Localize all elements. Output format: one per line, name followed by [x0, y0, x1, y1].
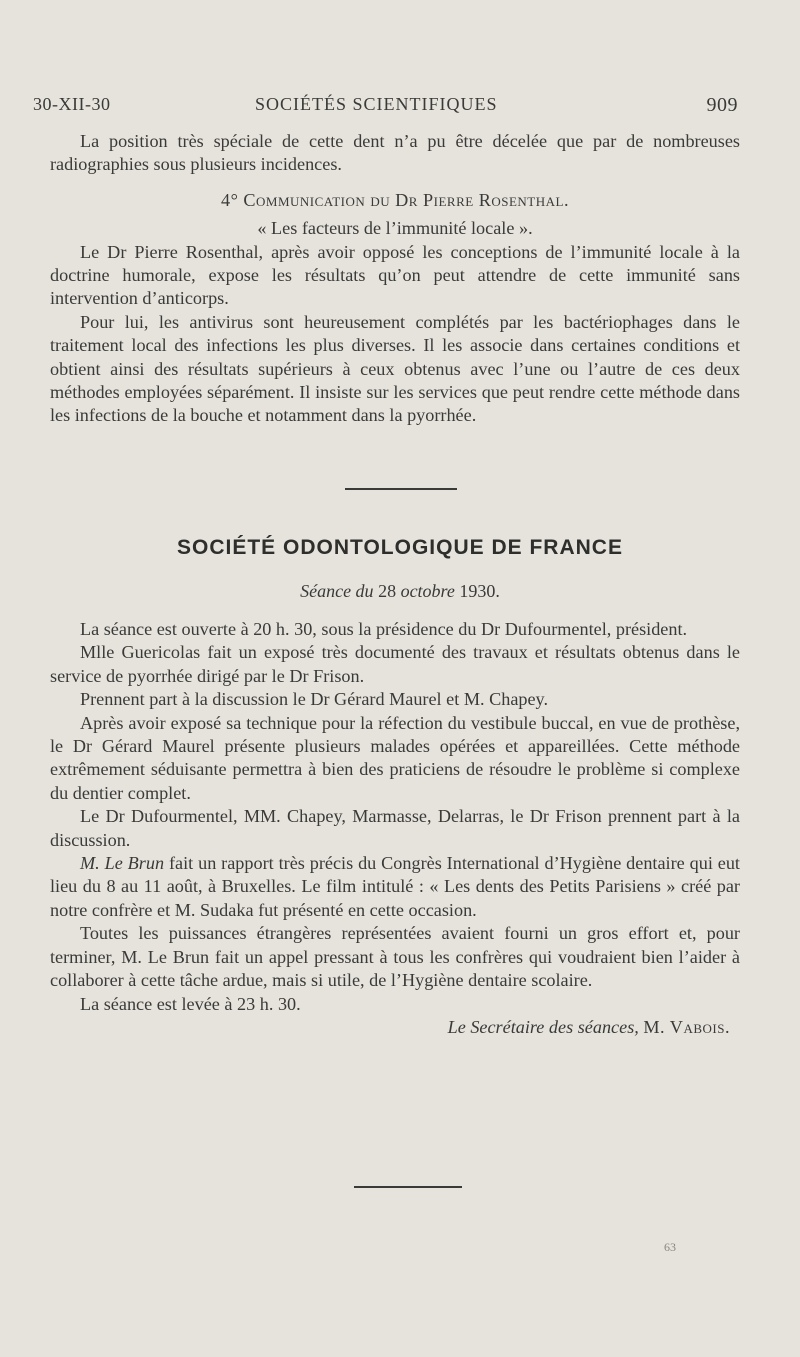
session-day: 28	[378, 581, 397, 601]
paragraph: Pour lui, les antivirus sont heureusement complétés par les bactériophages dans le traitement local des infections les plus diverses. Il les associe dans certaines conditions et obtient ainsi des résultats supérieurs à ceux obtenus avec l’une ou l’autre de ces deux méthodes employées séparément. Il insiste sur les services que peut rendre cette méthode dans les infections de la bouche et notamment dans la pyorrhée.	[50, 311, 740, 426]
session-month: octobre	[400, 581, 455, 601]
paragraph: Toutes les puissances étrangères représentées avaient fourni un gros effort et, pour terminer, M. Le Brun fait un appel pressant à tous les confrères qui voudraient bien l’aider à collaborer à cette tâche ardue, mais si utile, de l’Hygiène dentaire scolaire.	[50, 923, 740, 991]
paragraph: Prennent part à la discussion le Dr Gérard Maurel et M. Chapey.	[80, 689, 549, 710]
paragraph-text: fait un rapport très précis du Congrès International d’Hygiène dentaire qui eut lieu du 8 au 11 août, à Bruxelles. Le film intitulé : « Les dents des Petits Parisiens » créé par notre confrère et M. Sudaka fut présenté en cette occasion.	[50, 853, 740, 920]
header-date: 30-XII-30	[33, 94, 111, 114]
paragraph: Le Dr Dufourmentel, MM. Chapey, Marmasse, Delarras, le Dr Frison prennent part à la discussion.	[50, 806, 740, 850]
end-divider	[354, 1186, 462, 1188]
paragraph	[50, 852, 740, 922]
paragraph: Mlle Guericolas fait un exposé très documenté des travaux et résultats obtenus dans le service de pyorrhée dirigé par le Dr Frison.	[50, 642, 740, 686]
signature-name: M. Vabois.	[643, 1016, 730, 1037]
signature	[50, 1016, 740, 1039]
paragraph: La séance est levée à 23 h. 30.	[80, 993, 301, 1014]
paragraph: La position très spéciale de cette dent n’a pu être décelée que par de nombreuses radiographies sous plusieurs incidences.	[50, 131, 740, 175]
top-section	[50, 130, 740, 428]
section-divider	[345, 488, 457, 490]
speaker-name: M. Le Brun	[80, 853, 165, 874]
communication-title: « Les facteurs de l’immunité locale ».	[257, 218, 533, 239]
communication-heading: 4° Communication du Dr Pierre Rosenthal.	[220, 189, 570, 210]
library-stamp: 63	[664, 1240, 676, 1254]
paragraph: La séance est ouverte à 20 h. 30, sous la présidence du Dr Dufourmentel, président.	[80, 619, 688, 639]
session-line	[0, 581, 800, 602]
session-prefix: Séance du	[300, 581, 374, 601]
paragraph: Le Dr Pierre Rosenthal, après avoir opposé les conceptions de l’immunité locale à la doctrine humorale, expose les résultats qu’on peut attendre de cette immunité sans intervention d’anticorps.	[50, 241, 740, 309]
signature-role: Le Secrétaire des séances,	[447, 1016, 639, 1037]
society-title: SOCIÉTÉ ODONTOLOGIQUE DE FRANCE	[177, 536, 623, 559]
header-title: SOCIÉTÉS SCIENTIFIQUES	[255, 94, 498, 114]
page-number: 909	[706, 94, 738, 116]
paragraph: Après avoir exposé sa technique pour la réfection du vestibule buccal, en vue de prothèse, le Dr Gérard Maurel présente plusieurs malades opérées et appareillées. Cette méthode extrêmement séduisante permettra à bien des praticiens de résoudre le problème si complexe du dentier complet.	[50, 712, 740, 803]
session-year: 1930.	[459, 581, 500, 601]
bottom-section	[50, 618, 740, 1039]
